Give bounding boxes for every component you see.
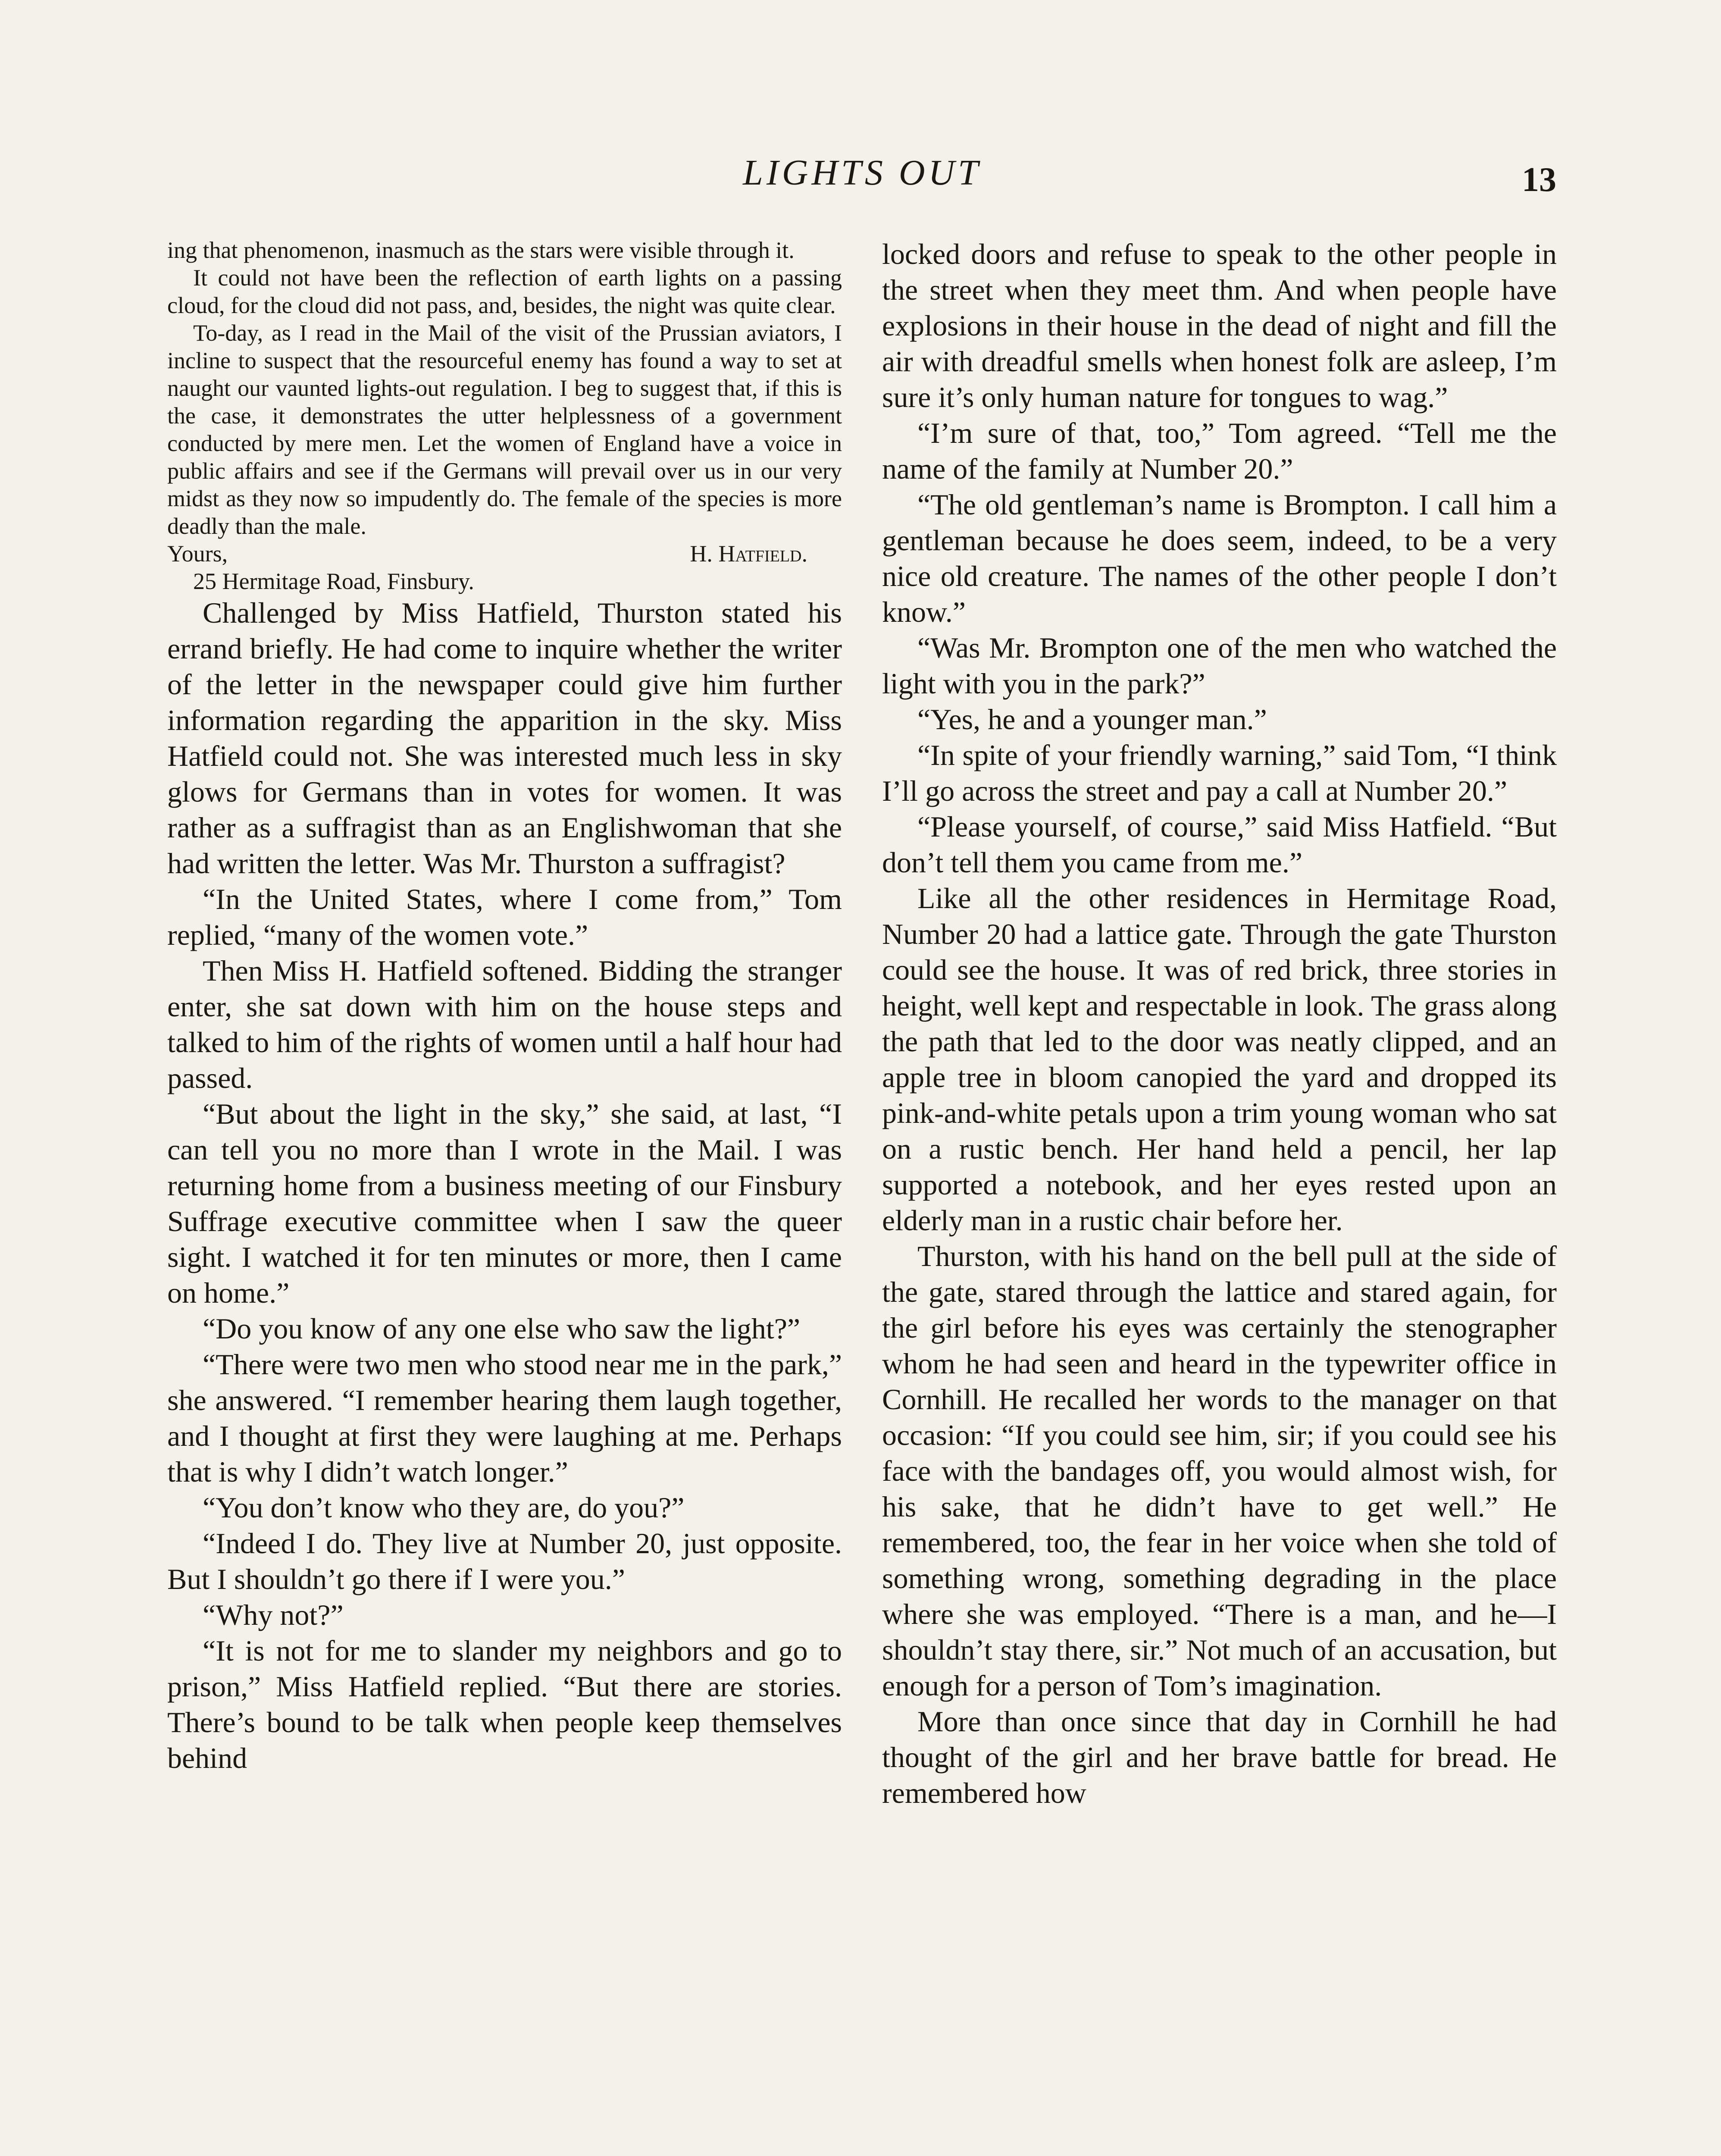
- story-paragraph: “Was Mr. Brompton one of the men who watched the light with you in the park?”: [882, 631, 1557, 700]
- story-paragraph: More than once since that day in Cornhill he had thought of the girl and her brave battle for bread. He remembered how: [882, 1705, 1557, 1809]
- story-paragraph: “In spite of your friendly warning,” said Tom, “I think I’ll go across the street and pay a call at Number 20.”: [882, 739, 1557, 807]
- story-paragraph: Like all the other residences in Hermitage Road, Number 20 had a lattice gate. Through the gate Thurston could see the house. It was of red brick, three stories in height, well kept and respectable in look. The grass along the path that led to the door was neatly clipped, and an apple tree in bloom canopied the yard and dropped its pink-and-white petals upon a trim young woman who sat on a rustic bench. Her hand held a pencil, her lap supported a notebook, and her eyes rested upon an elderly man in a rustic chair before her.: [882, 882, 1557, 1237]
- letter-signature-line: [167, 540, 842, 567]
- story-paragraph: “The old gentleman’s name is Brompton. I call him a gentleman because he does seem, indeed, to be a very nice old creature. The names of the other people I don’t know.”: [882, 488, 1557, 628]
- story-paragraph: Then Miss H. Hatfield softened. Bidding the stranger enter, she sat down with him on the house steps and talked to him of the rights of women until a half hour had passed.: [167, 954, 842, 1094]
- story-paragraph: “Please yourself, of course,” said Miss Hatfield. “But don’t tell them you came from me.”: [882, 810, 1557, 879]
- letter-paragraph: It could not have been the reflection of earth lights on a passing cloud, for the cloud did not pass, and, besides, the night was quite clear.: [167, 265, 842, 318]
- running-title: LIGHTS OUT: [743, 153, 982, 193]
- story-paragraph: Challenged by Miss Hatfield, Thurston stated his errand briefly. He had come to inquire whether the writer of the letter in the newspaper could give him further information regarding the apparition in the sky. Miss Hatfield could not. She was interested much less in sky glows for Germans than in votes for women. It was rather as a suffragist than as an Englishwoman that she had written the letter. Was Mr. Thurston a suffragist?: [167, 596, 842, 880]
- story-paragraph: “You don’t know who they are, do you?”: [203, 1491, 685, 1524]
- story-paragraph: “In the United States, where I come from,” Tom replied, “many of the women vote.”: [167, 883, 842, 951]
- letter-address: 25 Hermitage Road, Finsbury.: [193, 568, 474, 594]
- letter-signature: H. Hatfield.: [690, 541, 807, 567]
- left-column: [167, 236, 842, 1776]
- story-paragraph: locked doors and refuse to speak to the other people in the street when they meet thm. And when people have explosions in their house in the dead of night and fill the air with dreadful smells when honest folk are asleep, I’m sure it’s only human nature for tongues to wag.”: [882, 238, 1557, 414]
- letter-excerpt: [167, 236, 842, 595]
- story-paragraph: “Yes, he and a younger man.”: [917, 703, 1267, 736]
- story-paragraph: “But about the light in the sky,” she said, at last, “I can tell you no more than I wrote in the Mail. I was returning home from a business meeting of our Finsbury Suffrage executive committee when I saw the queer sight. I watched it for ten minutes or more, then I came on home.”: [167, 1097, 842, 1309]
- story-text-right: [882, 236, 1557, 1811]
- letter-paragraph: ing that phenomenon, inasmuch as the stars were visible through it.: [167, 237, 795, 263]
- story-paragraph: “Do you know of any one else who saw the light?”: [203, 1312, 801, 1345]
- story-paragraph: “I’m sure of that, too,” Tom agreed. “Tell me the name of the family at Number 20.”: [882, 417, 1557, 485]
- story-paragraph: “There were two men who stood near me in the park,” she answered. “I remember hearing them laugh together, and I thought at first they were laughing at me. Perhaps that is why I didn’t watch longer.”: [167, 1348, 842, 1488]
- right-column: [882, 236, 1557, 1811]
- story-paragraph: “Why not?”: [203, 1598, 344, 1631]
- story-paragraph: Thurston, with his hand on the bell pull at the side of the gate, stared through the lattice and stared again, for the girl before his eyes was certainly the stenographer whom he had seen and heard in the typewriter office in Cornhill. He recalled her words to the manager on that occasion: “If you could see him, sir; if you could see his face with the bandages off, you would almost wish, for his sake, that he didn’t have to get well.” He remembered, too, the fear in her voice when she told of something wrong, something degrading in the place where she was employed. “There is a man, and he—I shouldn’t stay there, sir.” Not much of an accusation, but enough for a person of Tom’s imagination.: [882, 1240, 1557, 1702]
- letter-signoff: Yours,: [167, 541, 228, 567]
- letter-paragraph: To-day, as I read in the Mail of the visit of the Prussian aviators, I incline to suspect that the resourceful enemy has found a way to set at naught our vaunted lights-out regulation. I beg to suggest that, if this is the case, it demonstrates the utter helplessness of a government conducted by mere men. Let the women of England have a voice in public affairs and see if the Germans will prevail over us in our very midst as they now so impudently do. The female of the species is more deadly than the male.: [167, 320, 842, 539]
- page-number: 13: [1522, 161, 1556, 199]
- story-paragraph: “It is not for me to slander my neighbors and go to prison,” Miss Hatfield replied. “But there are stories. There’s bound to be talk when people keep themselves behind: [167, 1634, 842, 1774]
- story-paragraph: “Indeed I do. They live at Number 20, just opposite. But I shouldn’t go there if I were you.”: [167, 1527, 842, 1595]
- story-text-left: [167, 595, 842, 1776]
